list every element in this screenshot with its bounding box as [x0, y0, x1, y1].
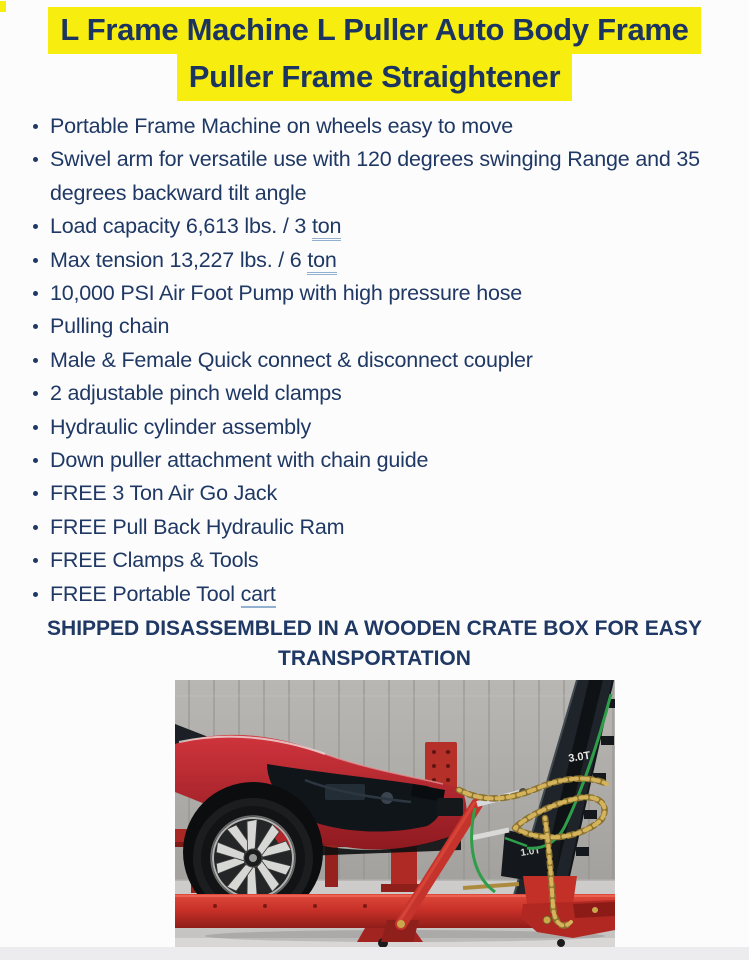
feature-text: 10,000 PSI Air Foot Pump with high pressure hose: [50, 281, 523, 306]
underlined-word: ton: [307, 248, 336, 275]
product-title: [0, 0, 749, 101]
highlight-corner-mark: [0, 1, 6, 12]
feature-item: [20, 411, 725, 444]
feature-text: 2 adjustable pinch weld clamps: [50, 381, 342, 406]
feature-item: [20, 444, 725, 477]
feature-item: [20, 110, 725, 143]
feature-item: [20, 210, 725, 243]
underlined-word: cart: [240, 581, 276, 606]
title-line-1: L Frame Machine L Puller Auto Body Frame: [48, 7, 700, 54]
feature-item: [20, 244, 725, 277]
feature-text: Hydraulic cylinder assembly: [50, 414, 312, 439]
product-photo: [175, 680, 615, 948]
feature-text: Portable Frame Machine on wheels easy to move: [50, 114, 514, 138]
feature-text: Pulling chain: [50, 314, 170, 339]
tower-label-bottom: 1.0T: [519, 845, 542, 860]
tower-label-top: 3.0T: [567, 749, 592, 766]
feature-item: [20, 377, 725, 410]
underlined-word: ton: [312, 214, 341, 241]
shipping-note: SHIPPED DISASSEMBLED IN A WOODEN CRATE BOX FOR EASY TRANSPORTATION: [47, 617, 702, 671]
car-photo-illustration: [175, 680, 615, 948]
feature-item: [20, 277, 725, 310]
feature-item: [20, 344, 725, 377]
feature-item: [20, 143, 725, 210]
feature-text: FREE Portable Tool: [50, 581, 241, 606]
feature-item: [20, 578, 725, 611]
feature-list: [20, 110, 725, 611]
feature-text: Max tension 13,227 lbs. / 6: [50, 247, 308, 272]
feature-text: Down puller attachment with chain guide: [50, 448, 429, 473]
feature-item: [20, 310, 725, 343]
feature-item: [20, 477, 725, 510]
feature-text: FREE Clamps & Tools: [50, 548, 259, 573]
feature-item: [20, 544, 725, 577]
title-line-2: Puller Frame Straightener: [177, 54, 573, 101]
feature-text: Swivel arm for versatile use with 120 degrees swinging Range and 35 degrees backward tilt angle: [50, 147, 700, 205]
feature-text: FREE Pull Back Hydraulic Ram: [50, 514, 345, 539]
feature-text: FREE 3 Ton Air Go Jack: [50, 481, 278, 506]
feature-text: Load capacity 6,613 lbs. / 3: [50, 214, 312, 239]
bottom-strip: [0, 947, 749, 960]
feature-text: Male & Female Quick connect & disconnect coupler: [50, 347, 533, 372]
feature-item: [20, 511, 725, 544]
